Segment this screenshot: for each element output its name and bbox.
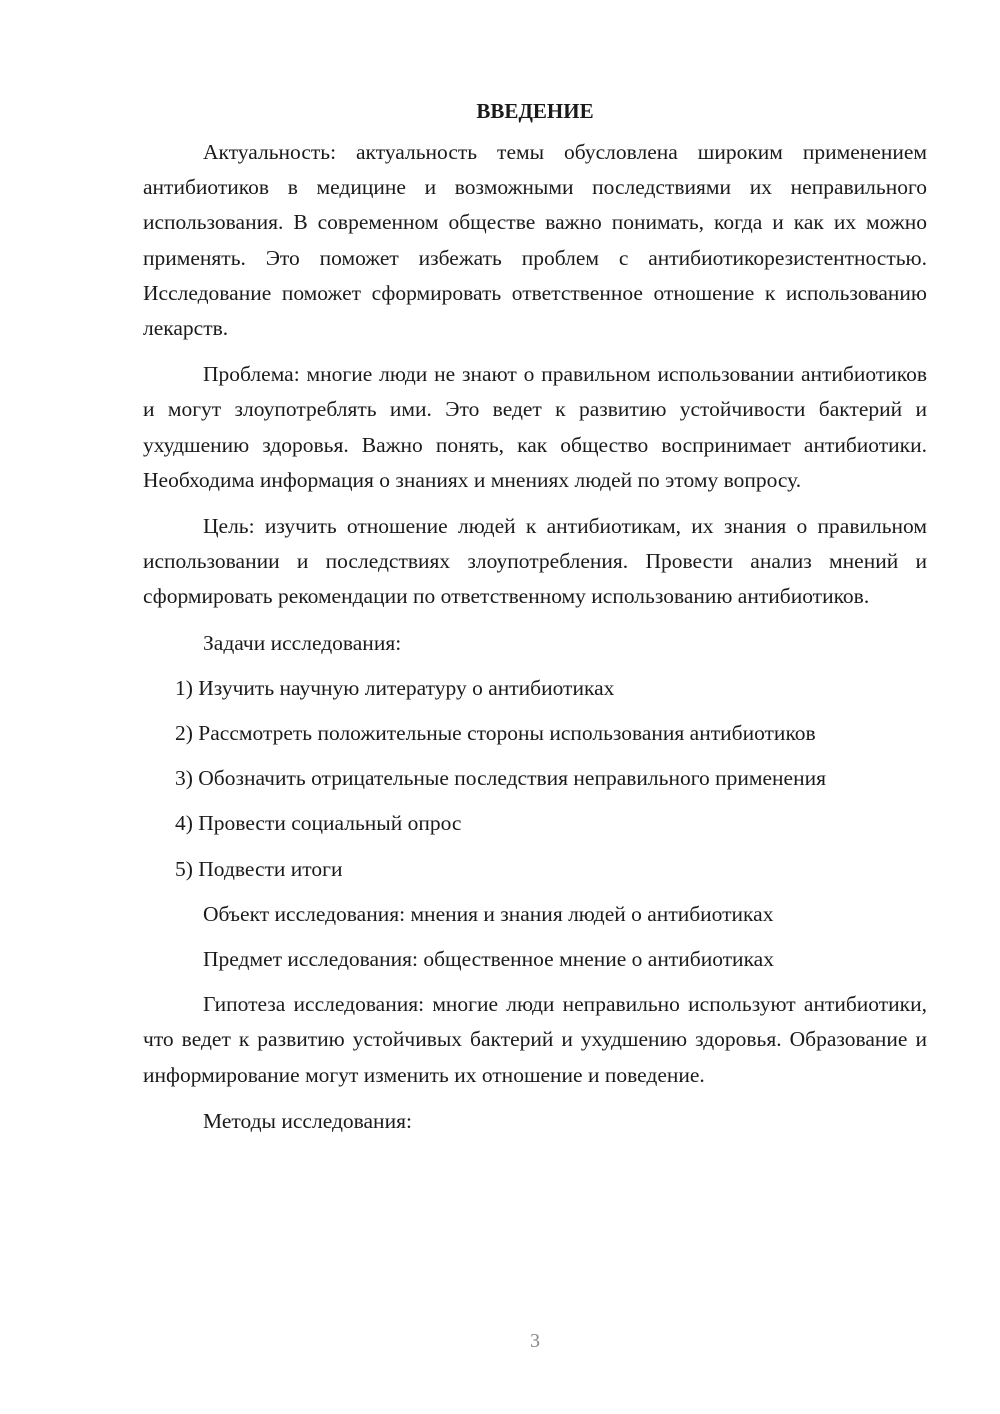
paragraph-problem: Проблема: многие люди не знают о правильном использовании антибиотиков и могут злоупотреблять ими. Это ведет к развитию устойчивости бактерий и ухудшению здоровья. Важно понять, как общество воспринимает антибиотики. Необходима информация о знаниях и мнениях людей по этому вопросу. (143, 362, 927, 492)
document-page (143, 94, 927, 1149)
tasks-heading: Задачи исследования: (203, 630, 402, 655)
task-item-1: 1) Изучить научную литературу о антибиотиках (175, 675, 615, 700)
task-item-4: 4) Провести социальный опрос (175, 811, 462, 836)
section-title: ВВЕДЕНИЕ (476, 99, 594, 123)
methods-heading: Методы исследования: (203, 1108, 412, 1133)
task-item-5: 5) Подвести итоги (175, 856, 343, 881)
task-item-2: 2) Рассмотреть положительные стороны использования антибиотиков (175, 721, 816, 746)
task-item-3: 3) Обозначить отрицательные последствия неправильного применения (175, 766, 826, 791)
research-subject: Предмет исследования: общественное мнение о антибиотиках (203, 947, 774, 972)
paragraph-goal: Цель: изучить отношение людей к антибиотикам, их знания о правильном использовании и последствиях злоупотребления. Провести анализ мнений и сформировать рекомендации по ответственному использованию антибиотиков. (143, 514, 927, 609)
page-number: 3 (530, 1330, 540, 1352)
paragraph-hypothesis: Гипотеза исследования: многие люди неправильно используют антибиотики, что ведет к развитию устойчивых бактерий и ухудшению здоровья. Образование и информирование могут изменить их отношение и поведение. (143, 992, 927, 1087)
research-object: Объект исследования: мнения и знания людей о антибиотиках (203, 901, 774, 926)
paragraph-relevance: Актуальность: актуальность темы обусловлена широким применением антибиотиков в медицине и возможными последствиями их неправильного использования. В современном обществе важно понимать, когда и как их можно применять. Это поможет избежать проблем с антибиотикорезистентностью. Исследование поможет сформировать ответственное отношение к использованию лекарств. (143, 140, 927, 341)
